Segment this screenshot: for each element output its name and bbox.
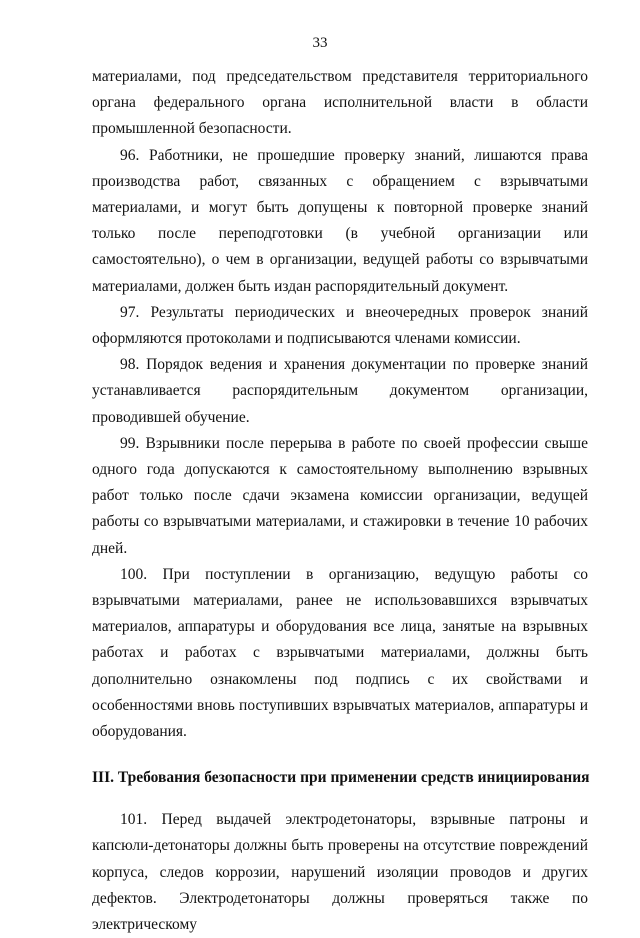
document-body: [92, 64, 588, 938]
paragraph-99: 99. Взрывники после перерыва в работе по своей профессии свыше одного года допускаются к самостоятельному выполнению взрывных работ только после сдачи экзамена комиссии организации, ведущей работы со взрывчатыми материалами, и стажировки в течение 10 рабочих дней.: [92, 434, 588, 557]
section-heading: III. Требования безопасности при применении средств инициирования: [92, 769, 590, 787]
paragraph-100: 100. При поступлении в организацию, ведущую работы со взрывчатыми материалами, ранее не использовавшихся взрывчатых материалов, аппаратуры и оборудования все лица, занятые на взрывных работах и работах с взрывчатыми материалами, должны быть дополнительно ознакомлены под подпись с их свойствами и особенностями вновь поступивших взрывчатых материалов, аппаратуры и оборудования.: [92, 565, 588, 741]
paragraph-98: 98. Порядок ведения и хранения документации по проверке знаний устанавливается распорядительным документом организации, проводившей обучение.: [92, 356, 588, 426]
paragraph-97: 97. Результаты периодических и внеочередных проверок знаний оформляются протоколами и подписываются членами комиссии.: [92, 303, 588, 348]
paragraph-continuation: материалами, под председательством представителя территориального органа федерального органа исполнительной власти в области промышленной безопасности.: [92, 68, 588, 138]
paragraph-101: 101. Перед выдачей электродетонаторы, взрывные патроны и капсюли-детонаторы должны быть проверены на отсутствие повреждений корпуса, следов коррозии, нарушений изоляции проводов и других дефектов. Электродетонаторы должны проверяться также по электрическому: [92, 811, 588, 934]
paragraph-96: 96. Работники, не прошедшие проверку знаний, лишаются права производства работ, связанных с обращением с взрывчатыми материалами, и могут быть допущены к повторной проверке знаний только после переподготовки (в учебной организации или самостоятельно), о чем в организации, ведущей работы со взрывчатыми материалами, должен быть издан распорядительный документ.: [92, 146, 588, 295]
page-number: 33: [312, 35, 328, 51]
